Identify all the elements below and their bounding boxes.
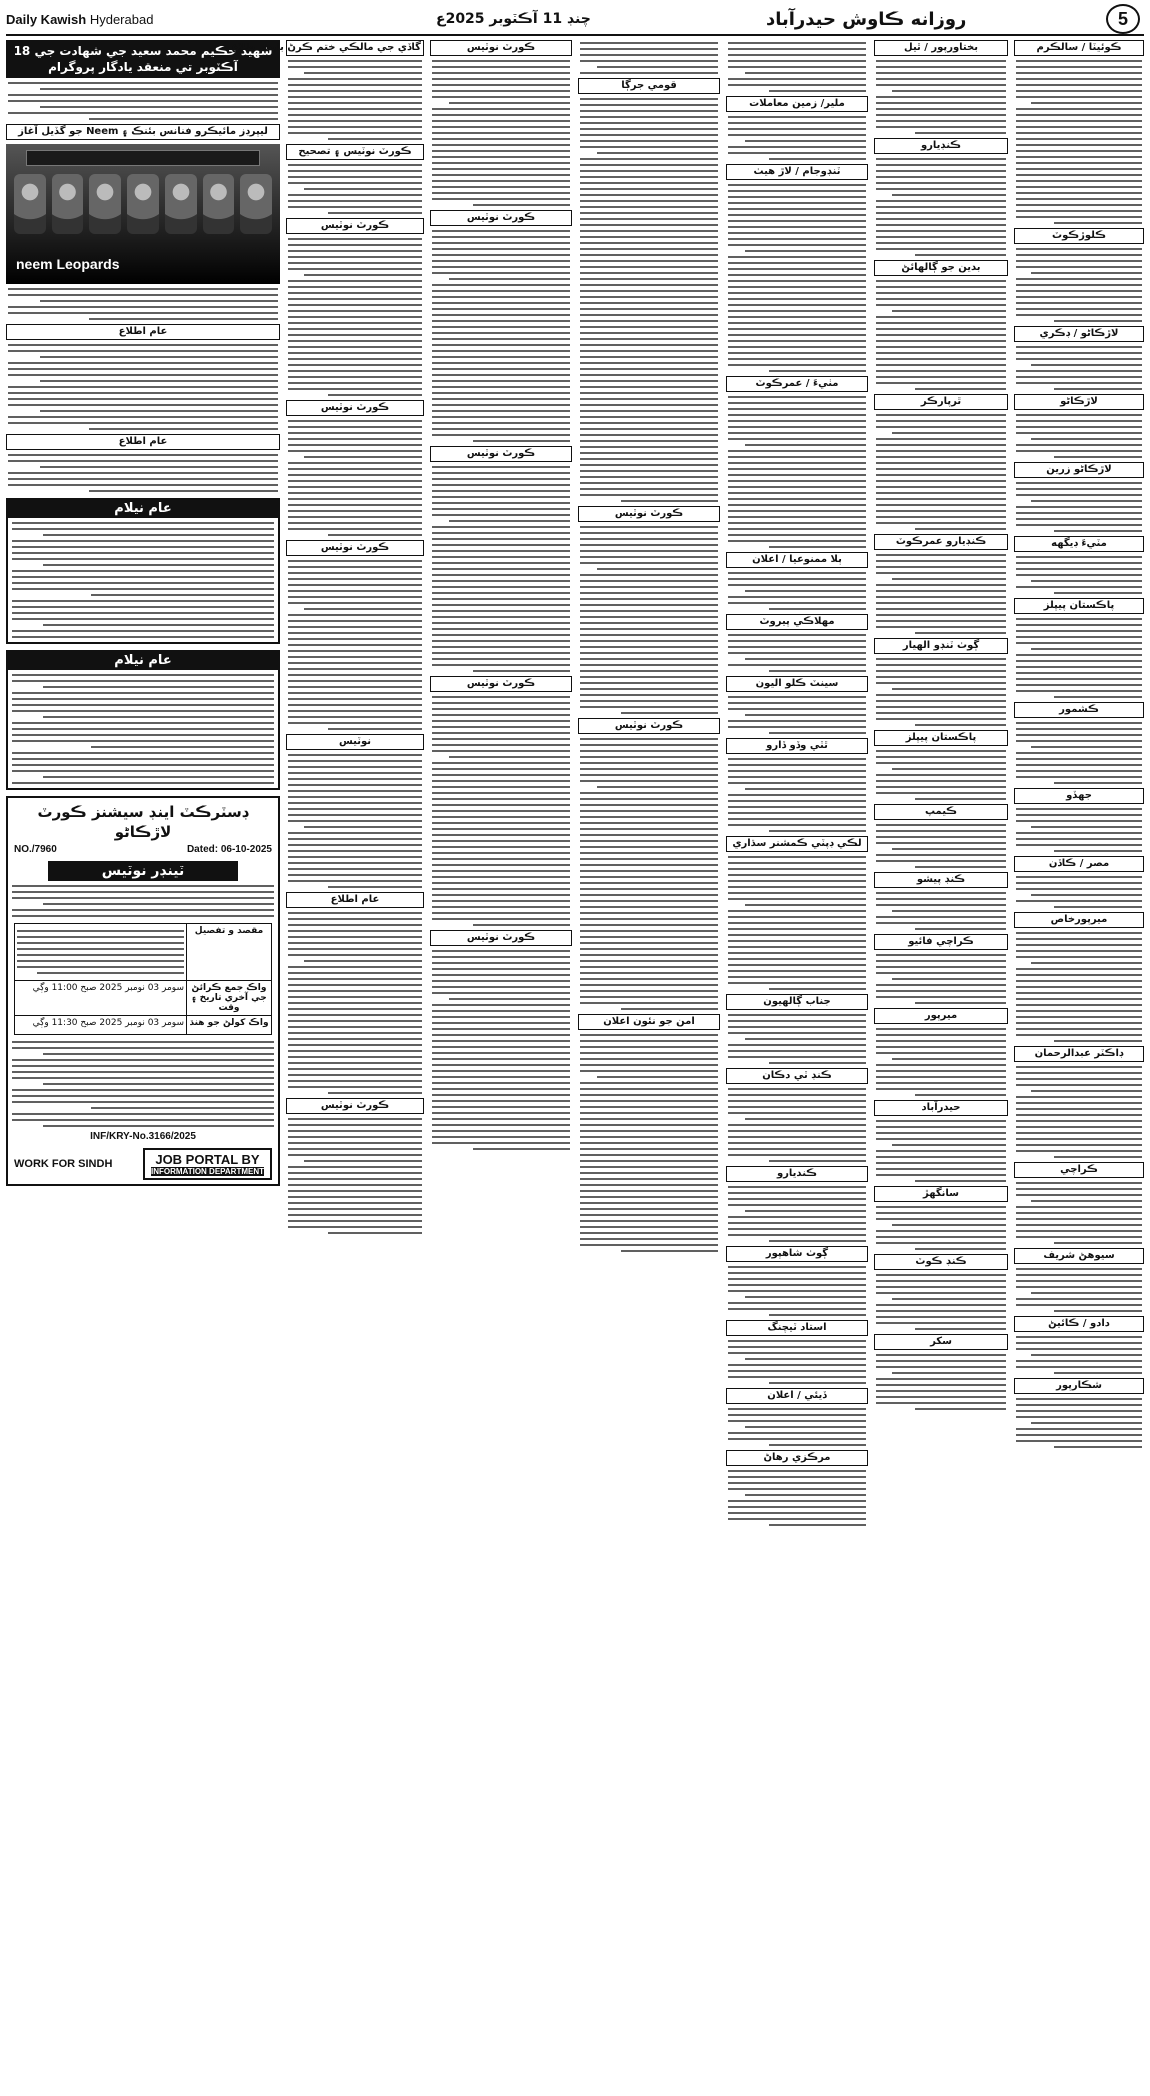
table-row: [15, 924, 271, 981]
section-heading: بدين جو ڳالهائڻ: [874, 260, 1008, 276]
section-heading: شڪارپور: [1014, 1378, 1144, 1394]
article-text: [8, 344, 278, 430]
section-heading: لڪي ڊپٽي ڪمشنر سڌاري: [726, 836, 868, 852]
paper-name: روزانه ڪاوش حيدرآباد: [766, 8, 967, 30]
section-heading: قومي جرڳا: [578, 78, 720, 94]
section-heading: مٺيءَ / عمرڪوٽ: [726, 376, 868, 392]
section-heading: جهڏو: [1014, 788, 1144, 804]
table-cell: واڪ کولڻ جو هنڌ: [186, 1016, 271, 1034]
section-heading: ڪورٽ نوٽيس: [430, 210, 572, 226]
section-heading: ڪورٽ نوٽيس: [578, 506, 720, 522]
news-photo: [6, 144, 280, 284]
work-for-sindh-logo: WORK FOR SINDH: [14, 1158, 113, 1170]
english-masthead: [6, 12, 153, 27]
section-heading: ڊاڪٽر عبدالرحمان: [1014, 1046, 1144, 1062]
masthead: [6, 4, 1144, 36]
section-heading: ڪورٽ نوٽيس: [286, 540, 424, 556]
column-news-g: [1012, 38, 1146, 2090]
section-heading: پاڪستان پيپلز: [874, 730, 1008, 746]
section-heading: ڳوٺ شاهپور: [726, 1246, 868, 1262]
table-cell: مقصد و تفصيل: [186, 924, 271, 980]
column-news-f: [872, 38, 1010, 2090]
section-heading: ڪورٽ نوٽيس: [430, 40, 572, 56]
section-heading: ڪورٽ نوٽيس: [430, 930, 572, 946]
column-news-d: [576, 38, 722, 2090]
section-heading: ميرپور: [874, 1008, 1008, 1024]
section-heading: ڪنڊ ڪوٽ: [874, 1254, 1008, 1270]
table-cell: واڪ جمع ڪرائڻ جي آخري تاريخ ۽ وقت: [186, 981, 271, 1015]
section-heading: مهلاڪي پيروٽ: [726, 614, 868, 630]
article-text: [8, 82, 278, 120]
section-heading: ڳوٺ ٽنڊو الهيار: [874, 638, 1008, 654]
section-heading: مٽيءَ ڊيگهه: [1014, 536, 1144, 552]
court-title: ڊسٽرڪٽ اينڊ سيشنز ڪورٽ لاڙڪاڻو: [37, 803, 249, 841]
footer-bar: [14, 1148, 272, 1180]
date-line: چنڊ 11 آڪٽوبر 2025ع: [436, 11, 591, 27]
section-heading: ڪنڊ ٽي دڪان: [726, 1068, 868, 1084]
section-heading: ٿٽي وڏو ڏارو: [726, 738, 868, 754]
auction-notice-1: [6, 498, 280, 644]
auction-heading: عام نيلام: [8, 500, 278, 518]
column-notices-b: [231, 38, 426, 2090]
aam-elan-heading: عام اطلاع: [6, 324, 280, 340]
section-heading: جناب ڳالهيون: [726, 994, 868, 1010]
tender-title: ٽينڊر نوٽيس: [48, 861, 238, 881]
section-heading: لاڙڪاڻو زرين: [1014, 462, 1144, 478]
english-paper-name: Daily Kawish: [6, 11, 87, 27]
auction-heading: عام نيلام: [8, 652, 278, 670]
section-heading: ڪورٽ نوٽيس: [286, 400, 424, 416]
section-heading: سيوهڻ شريف: [1014, 1248, 1144, 1264]
section-heading: مصر / ڪاڏن: [1014, 856, 1144, 872]
section-heading: سکر: [874, 1334, 1008, 1350]
section-heading: ڪنديارو: [726, 1166, 868, 1182]
section-heading: ڪورٽ نوٽيس: [286, 1098, 424, 1114]
section-heading: حيدرآباد: [874, 1100, 1008, 1116]
section-heading: ڪراچي فائيو: [874, 934, 1008, 950]
section-heading: امن جو نئون اعلان: [578, 1014, 720, 1030]
table-cell: سومر 03 نومبر 2025 صبح 11:00 وڳي: [32, 983, 184, 993]
article-text: [8, 454, 278, 492]
section-heading: عام اطلاع: [286, 892, 424, 908]
info-department-text: INFORMATION DEPARTMENT: [150, 1167, 264, 1176]
job-portal-text: JOB PORTAL BY: [155, 1152, 260, 1167]
headline-hakeem-saeed: شهيد حڪيم محمد سعيد جي شهادت جي 18 آڪٽوبر تي منعقد يادگار پروگرام: [6, 40, 280, 78]
section-heading: ڪورٽ نوٽيس ۽ تصحيح: [286, 144, 424, 160]
section-heading: ملير/ زمين معاملات: [726, 96, 868, 112]
auction-notice-2: [6, 650, 280, 790]
section-heading: گاڏي جي مالڪي ختم ڪرڻ بابت اطلاع: [286, 40, 424, 56]
section-heading: ڪنڊيارو عمرڪوٽ: [874, 534, 1008, 550]
section-heading: ميرپورخاص: [1014, 912, 1144, 928]
section-heading: بختاورپور / ٿيل: [874, 40, 1008, 56]
section-heading: ڪشمور: [1014, 702, 1144, 718]
tender-table: [14, 923, 272, 1035]
section-heading: سينٽ ڪلو اليون: [726, 676, 868, 692]
section-heading: ٽنڊوجام / لاڙ هيٺ: [726, 164, 868, 180]
section-heading: ڪلوڙڪوٽ: [1014, 228, 1144, 244]
inf-reference: INF/KRY-No.3166/2025: [90, 1131, 196, 1142]
section-heading: نوٽيس: [286, 734, 424, 750]
table-row: [15, 1016, 271, 1034]
section-heading: لاڙڪاڻو: [1014, 394, 1144, 410]
page-number: 5: [1106, 4, 1140, 34]
section-heading: ڪنڊيارو: [874, 138, 1008, 154]
section-heading: مرڪزي رهاڻ: [726, 1450, 868, 1466]
section-heading: دادو / ڪائيڻ: [1014, 1316, 1144, 1332]
photo-caption: neem Leopards: [16, 256, 120, 272]
column-ads: [4, 38, 282, 2090]
photo-title: ليپرڊز مائيڪرو فنانس بئنڪ ۽ Neem جو گڏيل آغاز: [6, 124, 280, 140]
article-text: [8, 288, 278, 320]
section-heading: ڪورٽ نوٽيس: [286, 218, 424, 234]
table-row: [15, 981, 271, 1016]
section-heading: ڪنڊ پيشو: [874, 872, 1008, 888]
column-news-e: [724, 38, 870, 2090]
section-heading: لاڙڪاڻو / ڊڪري: [1014, 326, 1144, 342]
table-cell: سومر 03 نومبر 2025 صبح 11:30 وڳي: [32, 1018, 184, 1028]
section-heading: ٿرپارڪر: [874, 394, 1008, 410]
section-heading: ٻلا ممنوعيا / اعلان: [726, 552, 868, 568]
section-heading: سانگھڙ: [874, 1186, 1008, 1202]
section-heading: استاد ٽيچنگ: [726, 1320, 868, 1336]
court-notice-number: NO./7960: [14, 844, 57, 855]
section-heading: پاڪستان پيپلز: [1014, 598, 1144, 614]
section-heading: ڏيئي / اعلان: [726, 1388, 868, 1404]
column-notices-c: [428, 38, 574, 2090]
court-tender-notice: [6, 796, 280, 1186]
section-heading: ڪورٽ نوٽيس: [430, 676, 572, 692]
city-name: Hyderabad: [89, 11, 154, 27]
aam-elan-heading: عام اطلاع: [6, 434, 280, 450]
job-portal-logo: [143, 1148, 272, 1180]
section-heading: ڪراچي: [1014, 1162, 1144, 1178]
section-heading: ڪوئيٽا / سالڪرم: [1014, 40, 1144, 56]
section-heading: ڪيمپ: [874, 804, 1008, 820]
section-heading: ڪورٽ نوٽيس: [578, 718, 720, 734]
section-heading: ڪورٽ نوٽيس: [430, 446, 572, 462]
court-notice-date: Dated: 06-10-2025: [186, 844, 272, 855]
